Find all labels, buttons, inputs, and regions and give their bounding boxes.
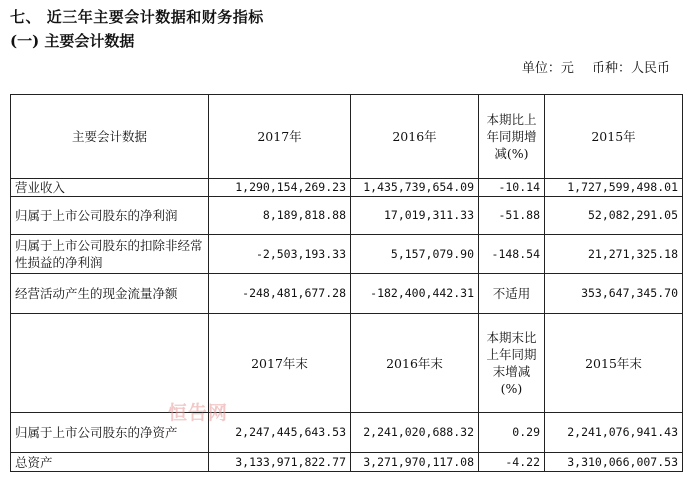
table-row: [11, 453, 683, 472]
cell-value: 1,290,154,269.23: [209, 179, 351, 197]
header-2015-end: 2015年末: [545, 314, 683, 413]
cell-value: 3,310,066,007.53: [545, 453, 683, 472]
cell-value: 8,189,818.88: [209, 197, 351, 235]
cell-value: -2,503,193.33: [209, 235, 351, 274]
header-change-end: 本期末比上年同期末增减(%): [479, 314, 545, 413]
cell-value: 353,647,345.70: [545, 274, 683, 314]
watermark: 恒告网: [168, 402, 229, 424]
cell-value: 1,727,599,498.01: [545, 179, 683, 197]
table2-header-row: [11, 314, 683, 413]
unit-line: [508, 57, 670, 76]
cell-value: 52,082,291.05: [545, 197, 683, 235]
table-row: [11, 235, 683, 274]
cell-change: -10.14: [479, 179, 545, 197]
header-2017-end: 2017年末: [209, 314, 351, 413]
cell-change: -4.22: [479, 453, 545, 472]
cell-change: 不适用: [479, 274, 545, 314]
cell-change: -148.54: [479, 235, 545, 274]
cell-value: 5,157,079.90: [351, 235, 479, 274]
currency-label: 币种：人民币: [591, 61, 670, 76]
unit-label: 单位：元: [521, 61, 574, 76]
section-title: 七、 近三年主要会计数据和财务指标: [10, 8, 264, 26]
cell-value: 2,247,445,643.53: [209, 413, 351, 453]
financial-data-table: [10, 94, 683, 472]
row-label: 营业收入: [11, 179, 209, 197]
cell-value: 3,271,970,117.08: [351, 453, 479, 472]
cell-value: 3,133,971,822.77: [209, 453, 351, 472]
row-label: 经营活动产生的现金流量净额: [11, 274, 209, 314]
cell-value: 21,271,325.18: [545, 235, 683, 274]
header-2016-end: 2016年末: [351, 314, 479, 413]
header-2016: 2016年: [351, 95, 479, 179]
row-label: 总资产: [11, 453, 209, 472]
header-2015: 2015年: [545, 95, 683, 179]
subsection-title: (一) 主要会计数据: [10, 32, 135, 50]
cell-value: -248,481,677.28: [209, 274, 351, 314]
cell-value: 2,241,020,688.32: [351, 413, 479, 453]
table1-header-row: [11, 95, 683, 179]
cell-value: -182,400,442.31: [351, 274, 479, 314]
header-metric: 主要会计数据: [11, 95, 209, 179]
header-change: 本期比上年同期增减(%): [479, 95, 545, 179]
cell-value: 1,435,739,654.09: [351, 179, 479, 197]
table-row: [11, 274, 683, 314]
header-2017: 2017年: [209, 95, 351, 179]
cell-value: 17,019,311.33: [351, 197, 479, 235]
row-label: 归属于上市公司股东的净利润: [11, 197, 209, 235]
table-row: [11, 179, 683, 197]
row-label: 归属于上市公司股东的净资产: [11, 413, 209, 453]
cell-value: 2,241,076,941.43: [545, 413, 683, 453]
table-row: [11, 197, 683, 235]
row-label: 归属于上市公司股东的扣除非经常性损益的净利润: [11, 235, 209, 274]
cell-change: -51.88: [479, 197, 545, 235]
cell-change: 0.29: [479, 413, 545, 453]
table-row: [11, 413, 683, 453]
